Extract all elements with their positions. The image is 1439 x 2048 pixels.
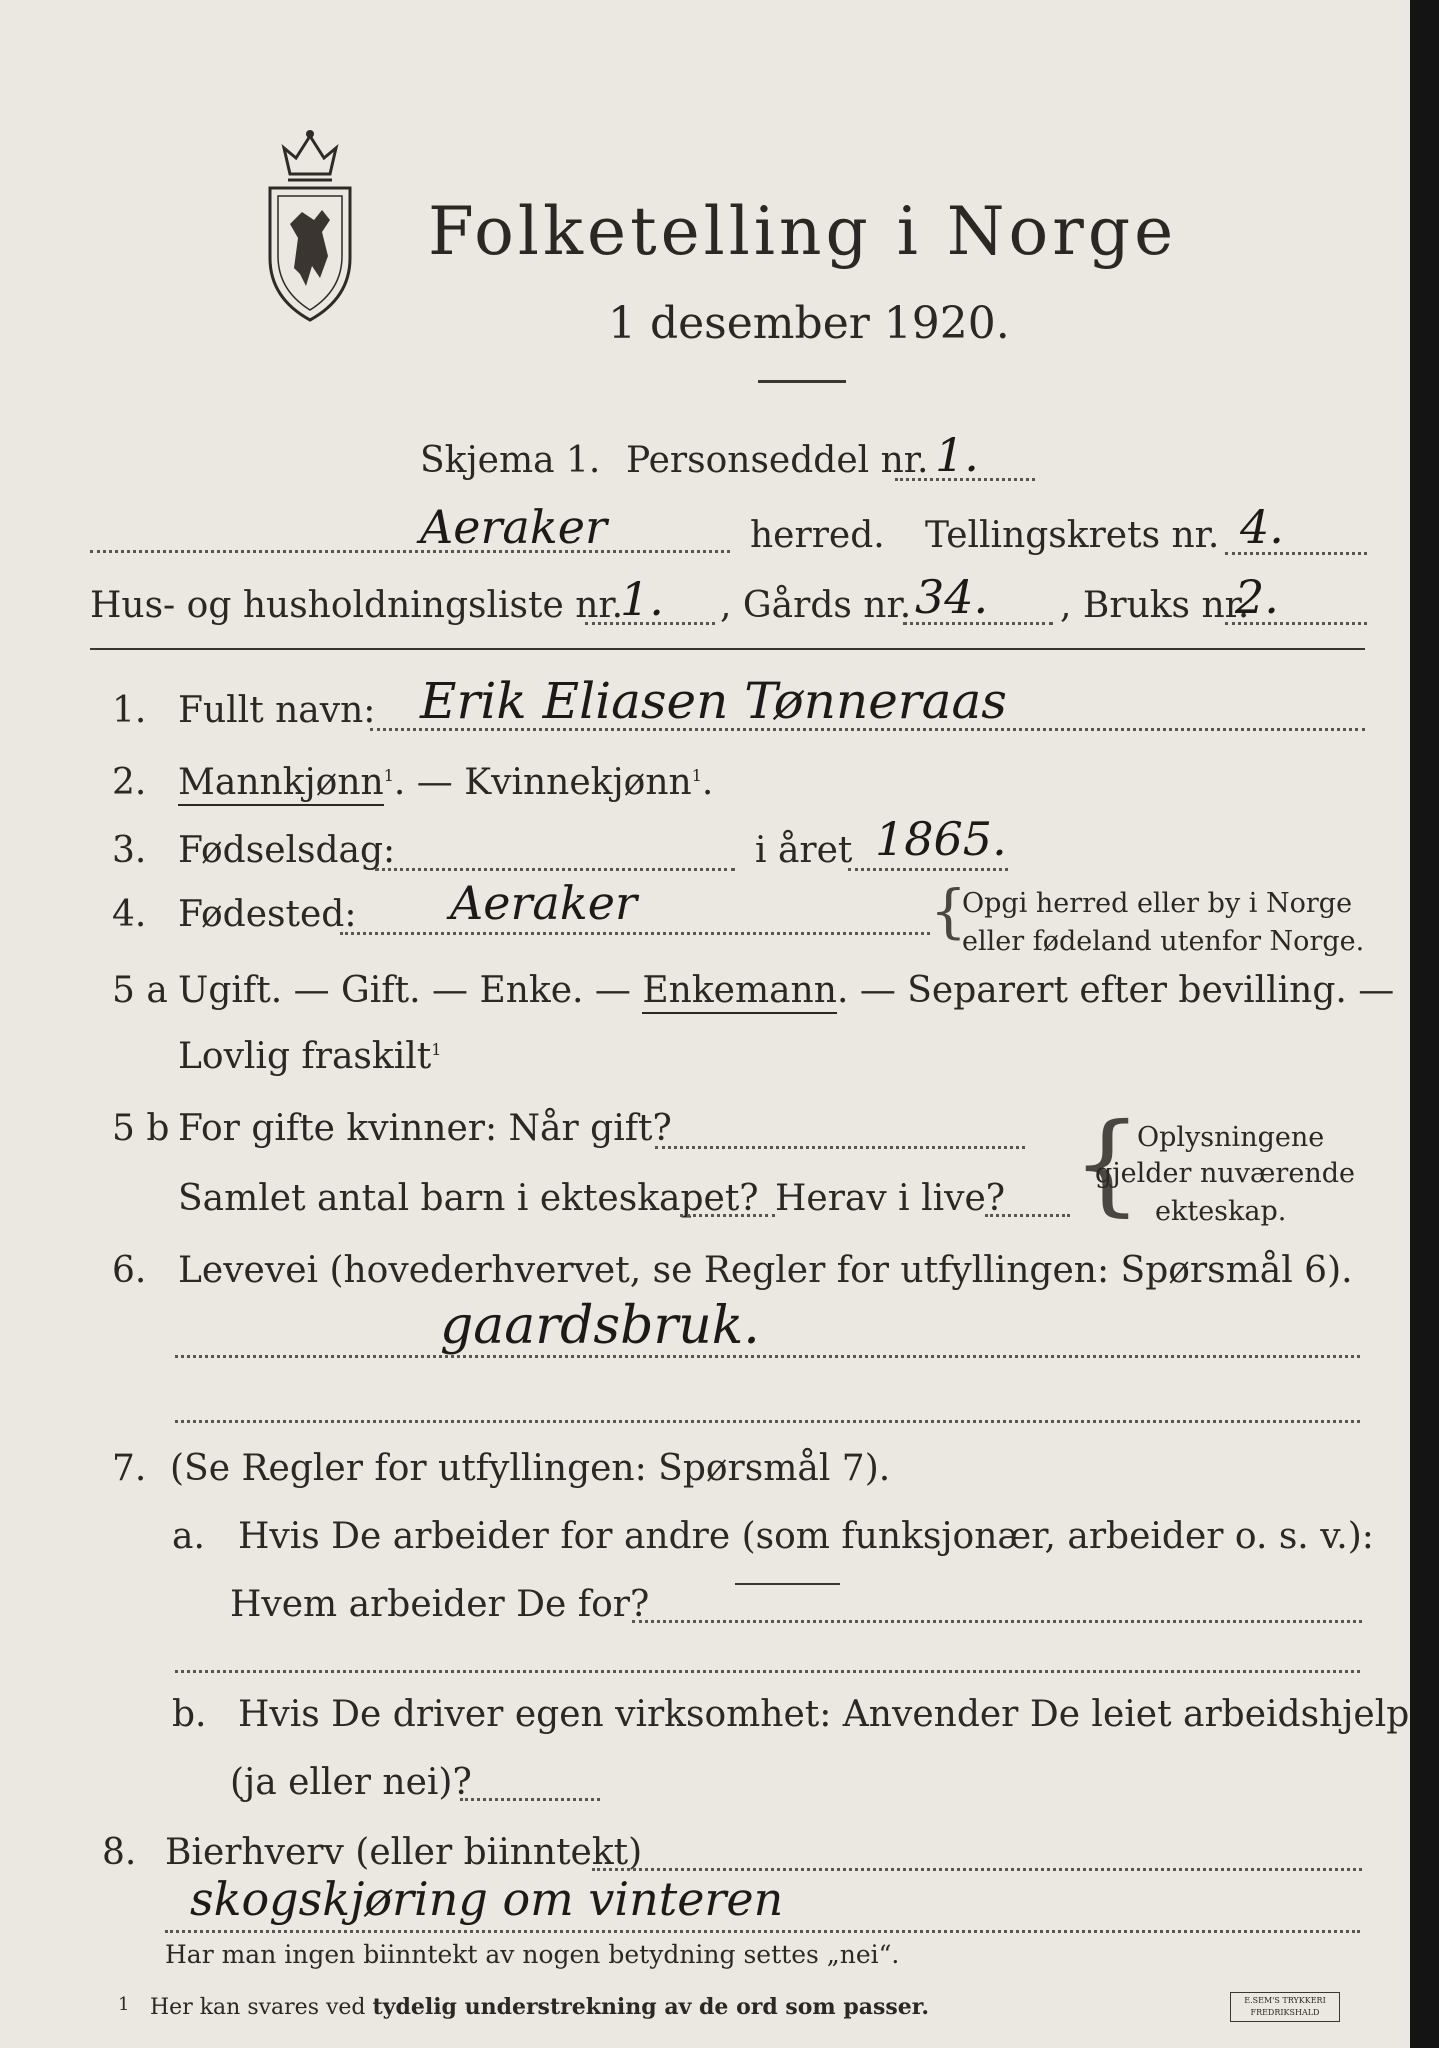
form-date: 1 desember 1920. [608, 298, 1010, 349]
q6-occupation[interactable]: gaardsbruk. [440, 1296, 760, 1356]
q7b-line2: (ja eller nei)? [230, 1762, 472, 1803]
q5b-brace: { [1072, 1099, 1142, 1227]
q2-female-footnote: 1 [691, 766, 702, 785]
printer-line2: FREDRIKSHALD [1250, 2008, 1320, 2017]
q7a-line [632, 1620, 1362, 1623]
q5a-ugift[interactable]: Ugift [178, 970, 271, 1011]
q3-birth-year[interactable]: 1865. [875, 812, 1007, 866]
q7a-handwritten-dash [735, 1583, 840, 1585]
q5a-number: 5 a [112, 970, 168, 1011]
personseddel-value[interactable]: 1. [935, 428, 979, 482]
q8-number: 8. [102, 1832, 137, 1873]
q4-note-line1: Opgi herred eller by i Norge [962, 888, 1353, 919]
q4-line [340, 932, 930, 935]
q5a-options-line2 [178, 1036, 441, 1077]
q2-end: . [701, 762, 714, 803]
header-divider [90, 648, 1365, 650]
q5a-gift[interactable]: . — Gift [270, 970, 410, 1011]
bruks-value[interactable]: 2. [1235, 570, 1279, 624]
title-divider [758, 380, 846, 383]
q5a-fraskilt[interactable]: Lovlig fraskilt [178, 1036, 432, 1077]
bruks-label: , Bruks nr. [1060, 585, 1250, 626]
q6-line2 [175, 1420, 1360, 1423]
hus-label: Hus- og husholdningsliste nr. [90, 585, 624, 626]
q2-female[interactable]: Kvinnekjønn [464, 762, 692, 803]
q5b-note2: gjelder nuværende [1095, 1158, 1355, 1189]
q5a-options-line1 [178, 970, 1394, 1011]
q7b-number: b. [172, 1694, 207, 1735]
q8-note: Har man ingen biinntekt av nogen betydning settes „nei“. [165, 1940, 900, 1969]
q4-brace: { [930, 877, 967, 945]
q8-line1 [592, 1868, 1362, 1871]
tellingskrets-value[interactable]: 4. [1240, 500, 1284, 554]
q3-year-line [848, 868, 1008, 871]
q7b-line [460, 1798, 600, 1801]
q5b-children-label: Samlet antal barn i ekteskapet? [178, 1178, 759, 1219]
q2-options [178, 762, 713, 803]
q6-line1 [175, 1355, 1360, 1358]
skjema-label: Skjema 1. [420, 440, 601, 481]
q5b-note1: Oplysningene [1137, 1122, 1325, 1153]
q5b-note3: ekteskap. [1155, 1196, 1287, 1227]
coat-of-arms-icon [250, 128, 370, 328]
q7b-line1: Hvis De driver egen virksomhet: Anvender De leiet arbeidshjelp [238, 1694, 1410, 1735]
q5b-number: 5 b [112, 1108, 170, 1149]
q5b-alive-label: Herav i live? [775, 1178, 1006, 1219]
footnote-number: 1 [118, 1994, 130, 2015]
q5b-children-line [680, 1214, 775, 1217]
footnote-text-a: Her kan svares ved [150, 1995, 373, 2020]
q5a-sep: . — [572, 970, 631, 1011]
q5a-enke[interactable]: . — Enke [409, 970, 573, 1011]
q1-number: 1. [112, 690, 147, 731]
hus-value[interactable]: 1. [620, 572, 664, 626]
q2-dash: . — [393, 762, 453, 803]
q8-side-income[interactable]: skogskjøring om vinteren [190, 1872, 784, 1926]
footnote-text-b: tydelig understrekning av de ord som passer. [372, 1994, 930, 2020]
q1-full-name[interactable]: Erik Eliasen Tønneraas [420, 672, 1007, 730]
q7-number: 7. [112, 1448, 147, 1489]
q7-label: (Se Regler for utfyllingen: Spørsmål 7). [170, 1448, 891, 1489]
printer-line1: E.SEM'S TRYKKERI [1244, 1996, 1326, 2005]
personseddel-label: Personseddel nr. [626, 440, 929, 481]
q4-number: 4. [112, 894, 147, 935]
herred-value[interactable]: Aeraker [420, 500, 607, 554]
form-title: Folketelling i Norge [428, 193, 1178, 270]
footnote-text [150, 1994, 929, 2020]
q4-note-line2: eller fødeland utenfor Norge. [962, 926, 1365, 957]
q3-number: 3. [112, 830, 147, 871]
q3-birthday-line [375, 868, 735, 871]
printer-stamp [1230, 1992, 1340, 2022]
q2-number: 2. [112, 762, 147, 803]
q2-male-footnote: 1 [383, 766, 394, 785]
q5b-line1: For gifte kvinner: Når gift? [178, 1108, 672, 1149]
q2-male[interactable]: Mannkjønn [178, 762, 384, 806]
tellingskrets-label: Tellingskrets nr. [925, 515, 1220, 556]
gards-label: , Gårds nr. [720, 585, 912, 626]
q4-birthplace[interactable]: Aeraker [450, 876, 637, 930]
q5a-footnote: 1 [431, 1040, 442, 1059]
q5b-alive-line [985, 1214, 1070, 1217]
herred-line [90, 550, 730, 553]
gards-value[interactable]: 34. [915, 570, 989, 624]
q8-label: Bierhverv (eller biinntekt) [165, 1832, 643, 1873]
scan-border [1410, 0, 1439, 2048]
q5a-separert[interactable]: . — Separert efter bevilling [836, 970, 1336, 1011]
q5b-married-line [655, 1146, 1025, 1149]
q1-label: Fullt navn: [178, 690, 376, 731]
q3-label: Fødselsdag: [178, 830, 396, 871]
q3-year-label: i året [755, 830, 853, 871]
q7a-number: a. [172, 1516, 205, 1557]
q8-line2 [165, 1930, 1360, 1933]
q7a-line2-blank [175, 1670, 1360, 1673]
q6-number: 6. [112, 1250, 147, 1291]
herred-label: herred. [750, 515, 885, 556]
q5a-enkemann[interactable]: Enkemann [642, 970, 837, 1014]
q7a-line1: Hvis De arbeider for andre (som funksjonær, arbeider o. s. v.): [238, 1516, 1374, 1557]
q7a-line2: Hvem arbeider De for? [230, 1584, 650, 1625]
q6-label: Levevei (hovederhvervet, se Regler for utfyllingen: Spørsmål 6). [178, 1250, 1353, 1291]
q5a-end: . — [1335, 970, 1395, 1011]
q4-label: Fødested: [178, 894, 357, 935]
